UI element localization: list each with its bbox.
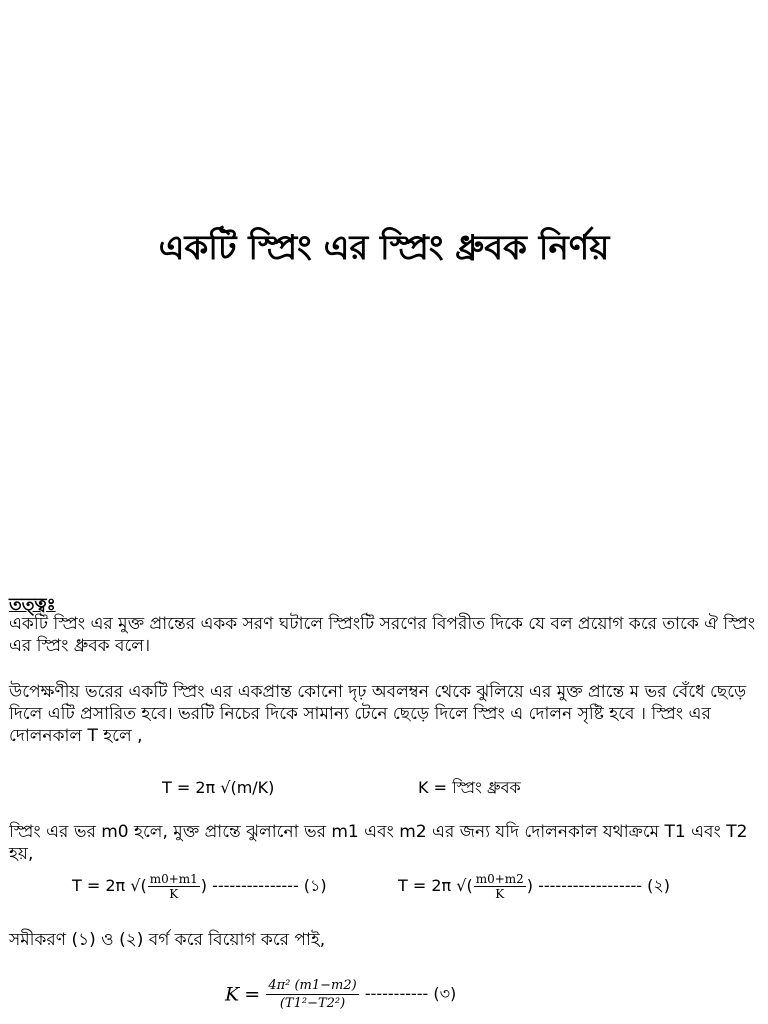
equation-1-denominator: K — [169, 887, 179, 901]
theory-paragraph-definition: একটি স্প্রিং এর মুক্ত প্রান্তের একক সরণ ঘটালে স্প্রিংটি সরণের বিপরীত দিকে যে বল প্রয়োগ করে তাকে ঐ স্প্রিং এর স্প্রিং ধ্রুবক বলে। — [9, 614, 756, 656]
equation-3-fraction — [266, 977, 358, 1012]
equation-3-lhs: K — [225, 983, 240, 1006]
theory-paragraph-setup: উপেক্ষণীয় ভরের একটি স্প্রিং এর একপ্রান্ত কোনো দৃঢ় অবলম্বন থেকে ঝুলিয়ে এর মুক্ত প্রান্তে ম ভর বেঁধে ছেড়ে দিলে এটি প্রসারিত হবে। ভরটি নিচের দিকে সামান্য টেনে ছেড়ে দিলে স্প্রিং এ দোলন সৃষ্টি হবে । স্প্রিং এর দোলনকাল T হলে , — [9, 682, 747, 746]
equation-1-suffix: ) --------------- (১) — [200, 876, 327, 895]
equation-3 — [225, 977, 456, 1012]
equation-3-numerator: 4π² (m1−m2) — [268, 978, 357, 993]
theory-heading: তত্ত্বঃ — [9, 595, 56, 615]
theory-paragraph-masses: স্প্রিং এর ভর m0 হলে, মুক্ত প্রান্তে ঝুলানো ভর m1 এবং m2 এর জন্য যদি দোলনকাল যথাক্রমে T1 এবং T2 হয়, — [9, 822, 748, 864]
equation-3-denominator: (T1²−T2²) — [279, 996, 346, 1011]
period-formula: T = 2π √(m/K) — [162, 778, 275, 797]
equation-2-fraction — [474, 872, 526, 901]
equation-2-suffix: ) ------------------ (২) — [526, 876, 671, 895]
equation-1-prefix: T = 2π √( — [72, 876, 147, 895]
spring-constant-definition: K = স্প্রিং ধ্রুবক — [418, 778, 521, 797]
equation-2 — [398, 872, 670, 901]
equation-3-equals: = — [244, 983, 261, 1006]
equation-1-fraction — [148, 872, 200, 901]
equation-2-numerator: m0+m2 — [475, 872, 524, 886]
equation-1 — [72, 872, 327, 901]
equation-2-prefix: T = 2π √( — [398, 876, 473, 895]
equation-2-denominator: K — [495, 887, 505, 901]
document-title: একটি স্প্রিং এর স্প্রিং ধ্রুবক নির্ণয় — [158, 228, 610, 268]
theory-paragraph-derivation: সমীকরণ (১) ও (২) বর্গ করে বিয়োগ করে পাই, — [9, 930, 326, 950]
equation-3-suffix: ----------- (৩) — [364, 984, 457, 1003]
equation-1-numerator: m0+m1 — [149, 872, 198, 886]
